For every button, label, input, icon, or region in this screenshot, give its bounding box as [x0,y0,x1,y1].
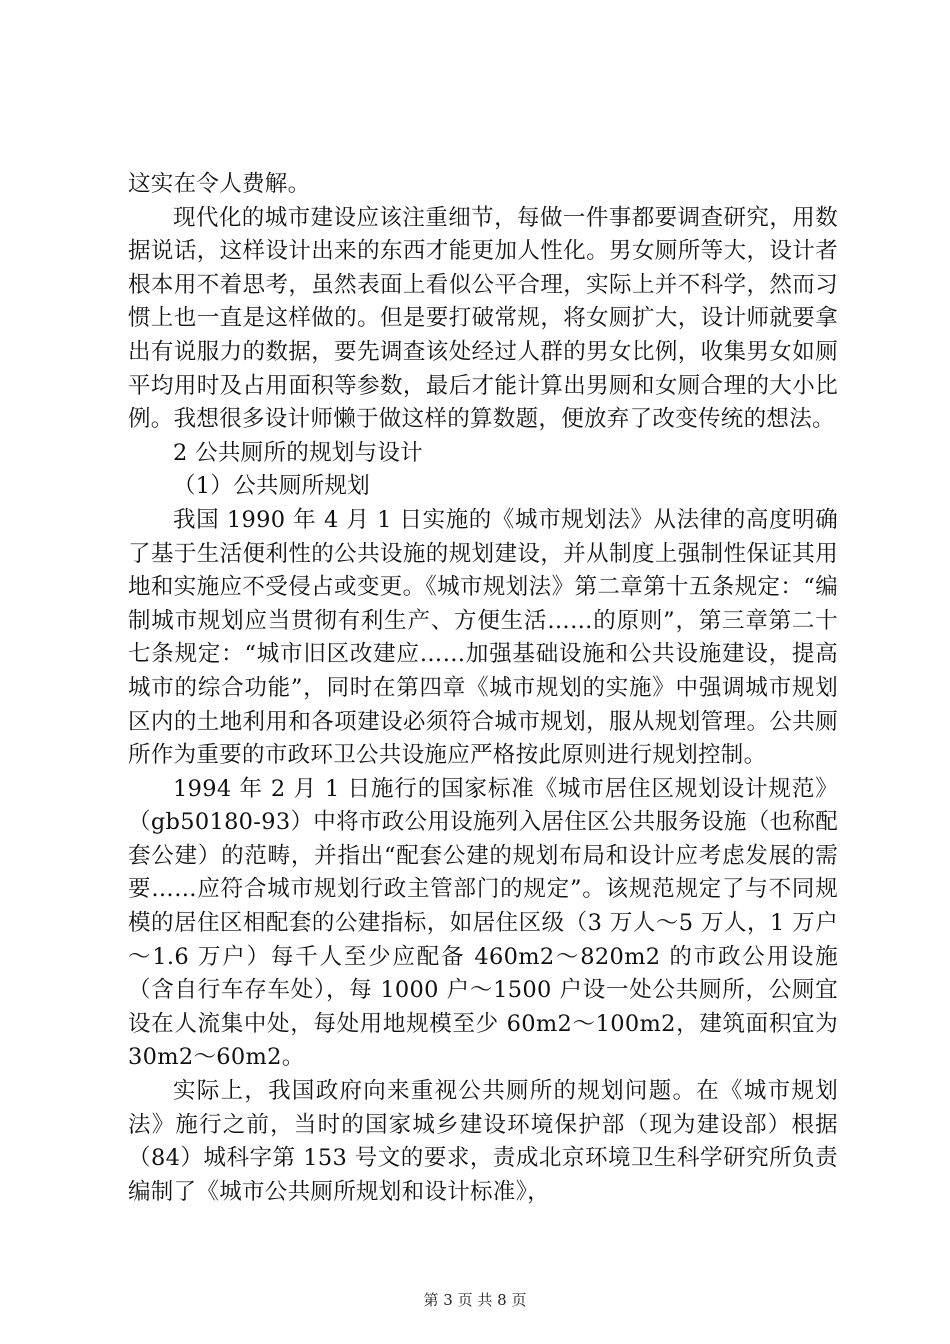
paragraph-planning-law: 我国 1990 年 4 月 1 日实施的《城市规划法》从法律的高度明确了基于生活便利性的公共设施的规划建设，并从制度上强制性保证其用地和实施应不受侵占或变更。《城市规划法》第二章第十五条规定：“编制城市规划应当贯彻有利生产、方便生活……的原则”，第三章第二十七条规定：“城市旧区改建应……加强基础设施和公共设施建设，提高城市的综合功能”，同时在第四章《城市规划的实施》中强调城市规划区内的土地利用和各项建设必须符合城市规划，服从规划管理。公共厕所作为重要的市政环卫公共设施应严格按此原则进行规划控制。 [128,506,838,769]
page-footer: 第 3 页 共 8 页 [423,1291,527,1309]
paragraph-national-standard: 1994 年 2 月 1 日施行的国家标准《城市居住区规划设计规范》（gb50180-93）中将市政公用设施列入居住区公共服务设施（也称配套公建）的范畴，并指出“配套公建的规划布局和设计应考虑发展的需要……应符合城市规划行政主管部门的规定”。该规范规定了与不同规模的居住区相配套的公建指标，如居住区级（3 万人～5 万人，1 万户～1.6 万户）每千人至少应配备 460m2～820m2 的市政公用设施（含自行车存车处），每 1000 户～1500 户设一处公共厕所，公厕宜设在人流集中处，每处用地规模至少 60m2～100m2，建筑面积宜为 30m2～60m2。 [128,775,838,1071]
section-heading: 2 公共厕所的规划与设计 [173,439,424,466]
paragraph-continuation: 这实在令人费解。 [128,171,311,197]
subsection-heading: （1）公共厕所规划 [173,473,371,500]
document-body [128,168,838,1209]
paragraph-detail-design: 现代化的城市建设应该注重细节，每做一件事都要调查研究，用数据说话，这样设计出来的东西才能更加人性化。男女厕所等大，设计者根本用不着思考，虽然表面上看似公平合理，实际上并不科学，然而习惯上也一直是这样做的。但是要打破常规，将女厕扩大，设计师就要拿出有说服力的数据，要先调查该处经过人群的男女比例，收集男女如厕平均用时及占用面积等参数，最后才能计算出男厕和女厕合理的大小比例。我想很多设计师懒于做这样的算数题，便放弃了改变传统的想法。 [128,204,838,433]
paragraph-government-planning: 实际上，我国政府向来重视公共厕所的规划问题。在《城市规划法》施行之前，当时的国家城乡建设环境保护部（现为建设部）根据（84）城科字第 153 号文的要求，责成北京环境卫生科学研究所负责编制了《城市公共厕所规划和设计标准》， [128,1078,838,1205]
